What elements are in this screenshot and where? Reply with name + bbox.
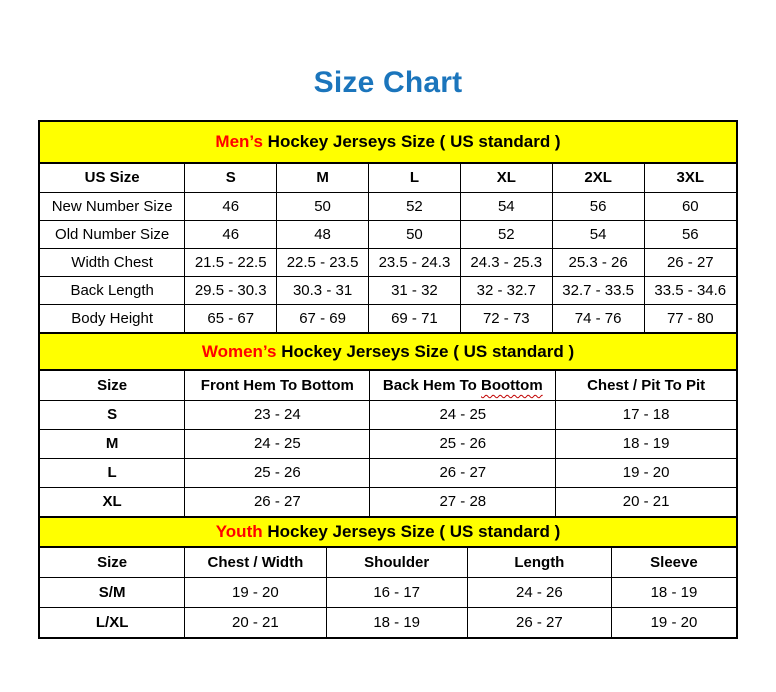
row-label: Old Number Size xyxy=(40,220,185,248)
value-cell: 27 - 28 xyxy=(370,487,556,516)
mens-section-band xyxy=(40,122,736,164)
table-row xyxy=(40,400,736,429)
youth-band-text xyxy=(216,522,561,542)
value-cell: 69 - 71 xyxy=(369,304,461,332)
value-cell: 18 - 19 xyxy=(326,607,467,637)
table-row xyxy=(40,487,736,516)
value-cell: 21.5 - 22.5 xyxy=(185,248,277,276)
value-cell: 50 xyxy=(277,192,369,220)
table-row xyxy=(40,304,736,332)
column-header: L xyxy=(369,164,461,192)
value-cell: 26 - 27 xyxy=(467,607,611,637)
value-cell: 46 xyxy=(185,192,277,220)
value-cell: 24 - 25 xyxy=(370,400,556,429)
value-cell: 52 xyxy=(369,192,461,220)
value-cell: 52 xyxy=(460,220,552,248)
row-label: L xyxy=(40,458,185,487)
value-cell: 25.3 - 26 xyxy=(552,248,644,276)
value-cell: 19 - 20 xyxy=(611,607,736,637)
value-cell: 23.5 - 24.3 xyxy=(369,248,461,276)
value-cell: 17 - 18 xyxy=(556,400,736,429)
column-header: Shoulder xyxy=(326,548,467,577)
value-cell: 24 - 25 xyxy=(185,429,370,458)
womens-header-row xyxy=(40,371,736,400)
column-header: S xyxy=(185,164,277,192)
value-cell: 22.5 - 23.5 xyxy=(277,248,369,276)
size-tables xyxy=(38,120,738,639)
table-row xyxy=(40,577,736,607)
mens-header-row xyxy=(40,164,736,192)
mens-size-table xyxy=(40,164,736,332)
value-cell: 19 - 20 xyxy=(556,458,736,487)
value-cell: 72 - 73 xyxy=(460,304,552,332)
table-row xyxy=(40,192,736,220)
row-label: L/XL xyxy=(40,607,185,637)
table-row xyxy=(40,429,736,458)
value-cell: 26 - 27 xyxy=(644,248,736,276)
column-header: Length xyxy=(467,548,611,577)
value-cell: 50 xyxy=(369,220,461,248)
value-cell: 23 - 24 xyxy=(185,400,370,429)
value-cell: 26 - 27 xyxy=(370,458,556,487)
womens-band-text xyxy=(202,342,574,362)
table-row xyxy=(40,248,736,276)
value-cell: 77 - 80 xyxy=(644,304,736,332)
table-row xyxy=(40,276,736,304)
column-header: 2XL xyxy=(552,164,644,192)
womens-section-band xyxy=(40,332,736,371)
column-header: Chest / Width xyxy=(185,548,326,577)
youth-band-highlight: Youth xyxy=(215,522,263,541)
mens-band-rest: Hockey Jerseys Size ( US standard ) xyxy=(262,132,561,151)
row-label: Back Length xyxy=(40,276,185,304)
page-title: Size Chart xyxy=(313,66,463,99)
value-cell: 20 - 21 xyxy=(185,607,326,637)
value-cell: 54 xyxy=(552,220,644,248)
column-header: Front Hem To Bottom xyxy=(185,371,370,400)
value-cell: 60 xyxy=(644,192,736,220)
value-cell: 26 - 27 xyxy=(185,487,370,516)
mens-band-text xyxy=(215,132,560,152)
value-cell: 31 - 32 xyxy=(369,276,461,304)
misspelled-word: Boottom xyxy=(481,376,543,394)
row-label: New Number Size xyxy=(40,192,185,220)
column-header xyxy=(370,371,556,400)
table-row xyxy=(40,607,736,637)
youth-section-band xyxy=(40,516,736,548)
value-cell: 24 - 26 xyxy=(467,577,611,607)
value-cell: 29.5 - 30.3 xyxy=(185,276,277,304)
value-cell: 74 - 76 xyxy=(552,304,644,332)
column-header: US Size xyxy=(40,164,185,192)
value-cell: 65 - 67 xyxy=(185,304,277,332)
column-header: M xyxy=(277,164,369,192)
value-cell: 25 - 26 xyxy=(370,429,556,458)
youth-band-rest: Hockey Jerseys Size ( US standard ) xyxy=(262,522,561,541)
youth-header-row xyxy=(40,548,736,577)
row-label: M xyxy=(40,429,185,458)
table-row xyxy=(40,220,736,248)
value-cell: 18 - 19 xyxy=(556,429,736,458)
column-header: Size xyxy=(40,548,185,577)
value-cell: 54 xyxy=(460,192,552,220)
womens-band-rest: Hockey Jerseys Size ( US standard ) xyxy=(276,341,575,361)
value-cell: 25 - 26 xyxy=(185,458,370,487)
value-cell: 30.3 - 31 xyxy=(277,276,369,304)
row-label: S/M xyxy=(40,577,185,607)
value-cell: 24.3 - 25.3 xyxy=(460,248,552,276)
row-label: S xyxy=(40,400,185,429)
value-cell: 67 - 69 xyxy=(277,304,369,332)
value-cell: 16 - 17 xyxy=(326,577,467,607)
column-header: XL xyxy=(460,164,552,192)
value-cell: 32.7 - 33.5 xyxy=(552,276,644,304)
value-cell: 56 xyxy=(644,220,736,248)
column-header: Chest / Pit To Pit xyxy=(556,371,736,400)
value-cell: 32 - 32.7 xyxy=(460,276,552,304)
mens-band-highlight: Men’s xyxy=(215,132,263,151)
womens-size-table xyxy=(40,371,736,516)
column-header: 3XL xyxy=(644,164,736,192)
youth-size-table xyxy=(40,548,736,637)
row-label: Body Height xyxy=(40,304,185,332)
column-header: Sleeve xyxy=(611,548,736,577)
row-label: Width Chest xyxy=(40,248,185,276)
value-cell: 56 xyxy=(552,192,644,220)
column-header: Size xyxy=(40,371,185,400)
value-cell: 19 - 20 xyxy=(185,577,326,607)
value-cell: 18 - 19 xyxy=(611,577,736,607)
column-header-text: Back Hem To xyxy=(382,376,482,394)
value-cell: 48 xyxy=(277,220,369,248)
womens-band-highlight: Women’s xyxy=(201,341,277,361)
row-label: XL xyxy=(40,487,185,516)
value-cell: 46 xyxy=(185,220,277,248)
table-row xyxy=(40,458,736,487)
value-cell: 20 - 21 xyxy=(556,487,736,516)
value-cell: 33.5 - 34.6 xyxy=(644,276,736,304)
